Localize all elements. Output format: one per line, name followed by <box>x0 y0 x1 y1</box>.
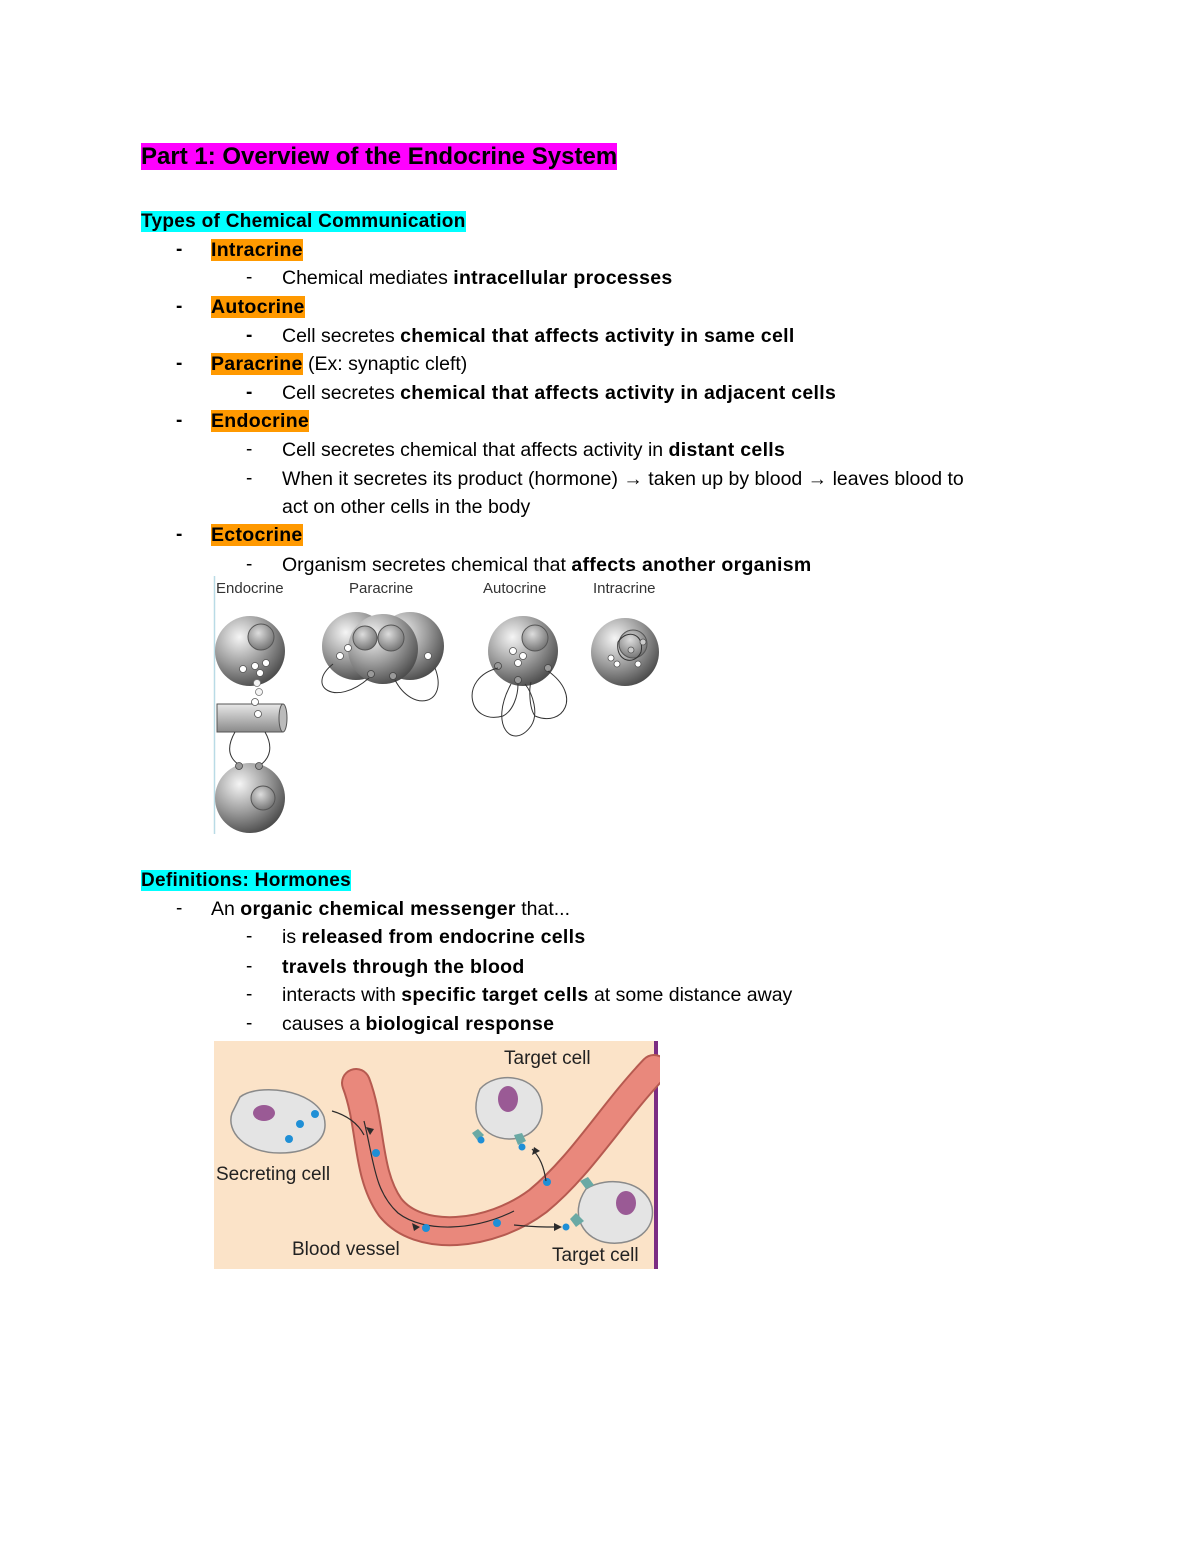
list-item-intracrine: Intracrine <box>211 239 303 261</box>
sub-item-released: is released from endocrine cells <box>282 926 586 948</box>
sub-item-intracrine-desc: Chemical mediates intracellular processes <box>282 267 673 289</box>
sub-item-paracrine-desc: Cell secretes chemical that affects activity in adjacent cells <box>282 382 837 404</box>
bullet-dash: - <box>176 898 183 919</box>
list-item-endocrine: Endocrine <box>211 410 310 432</box>
label-paracrine: Paracrine <box>349 580 414 597</box>
sub-bullet-dash: - <box>246 439 253 460</box>
sub-bullet-dash: - <box>246 956 253 977</box>
intracrine-diagram <box>591 618 659 686</box>
figure-hormone-transport <box>214 1041 660 1269</box>
sub-bullet-dash: - <box>246 554 253 575</box>
sub-item-interacts: interacts with specific target cells at some distance away <box>282 984 793 1006</box>
bullet-dash: - <box>176 410 183 431</box>
label-target-cell-bottom: Target cell <box>552 1245 639 1266</box>
label-endocrine: Endocrine <box>216 580 284 597</box>
sub-bullet-dash: - <box>246 1013 253 1034</box>
bullet-dash: - <box>176 524 183 545</box>
section-heading-hormones: Definitions: Hormones <box>141 870 352 891</box>
sub-item-endocrine-desc-2-cont: act on other cells in the body <box>282 496 531 518</box>
section-heading-chemical-communication: Types of Chemical Communication <box>141 211 466 232</box>
list-item-autocrine: Autocrine <box>211 296 305 318</box>
page-title: Part 1: Overview of the Endocrine System <box>141 143 618 170</box>
bullet-dash: - <box>176 353 183 374</box>
sub-bullet-dash: - <box>246 382 253 403</box>
sub-bullet-dash: - <box>246 267 253 288</box>
label-blood-vessel: Blood vessel <box>292 1239 400 1260</box>
bullet-dash: - <box>176 296 183 317</box>
sub-bullet-dash: - <box>246 468 253 489</box>
bullet-dash: - <box>176 239 183 260</box>
label-target-cell-top: Target cell <box>504 1048 591 1069</box>
list-item-ectocrine: Ectocrine <box>211 524 303 546</box>
sub-bullet-dash: - <box>246 926 253 947</box>
list-item-hormone-definition: An organic chemical messenger that... <box>211 898 570 920</box>
sub-item-endocrine-desc-2: When it secretes its product (hormone) → taken up by blood → leaves blood to <box>282 468 964 490</box>
label-autocrine: Autocrine <box>483 580 547 597</box>
sub-bullet-dash: - <box>246 984 253 1005</box>
sub-item-autocrine-desc: Cell secretes chemical that affects activity in same cell <box>282 325 795 347</box>
sub-bullet-dash: - <box>246 325 253 346</box>
list-item-paracrine: Paracrine (Ex: synaptic cleft) <box>211 353 468 375</box>
sub-item-ectocrine-desc: Organism secretes chemical that affects another organism <box>282 554 812 576</box>
figure-communication-types <box>213 576 661 834</box>
label-secreting-cell: Secreting cell <box>216 1164 331 1185</box>
sub-item-travels: travels through the blood <box>282 956 525 978</box>
label-intracrine: Intracrine <box>593 580 656 597</box>
sub-item-endocrine-desc-1: Cell secretes chemical that affects activity in distant cells <box>282 439 786 461</box>
sub-item-causes: causes a biological response <box>282 1013 555 1035</box>
endocrine-diagram <box>215 616 287 833</box>
